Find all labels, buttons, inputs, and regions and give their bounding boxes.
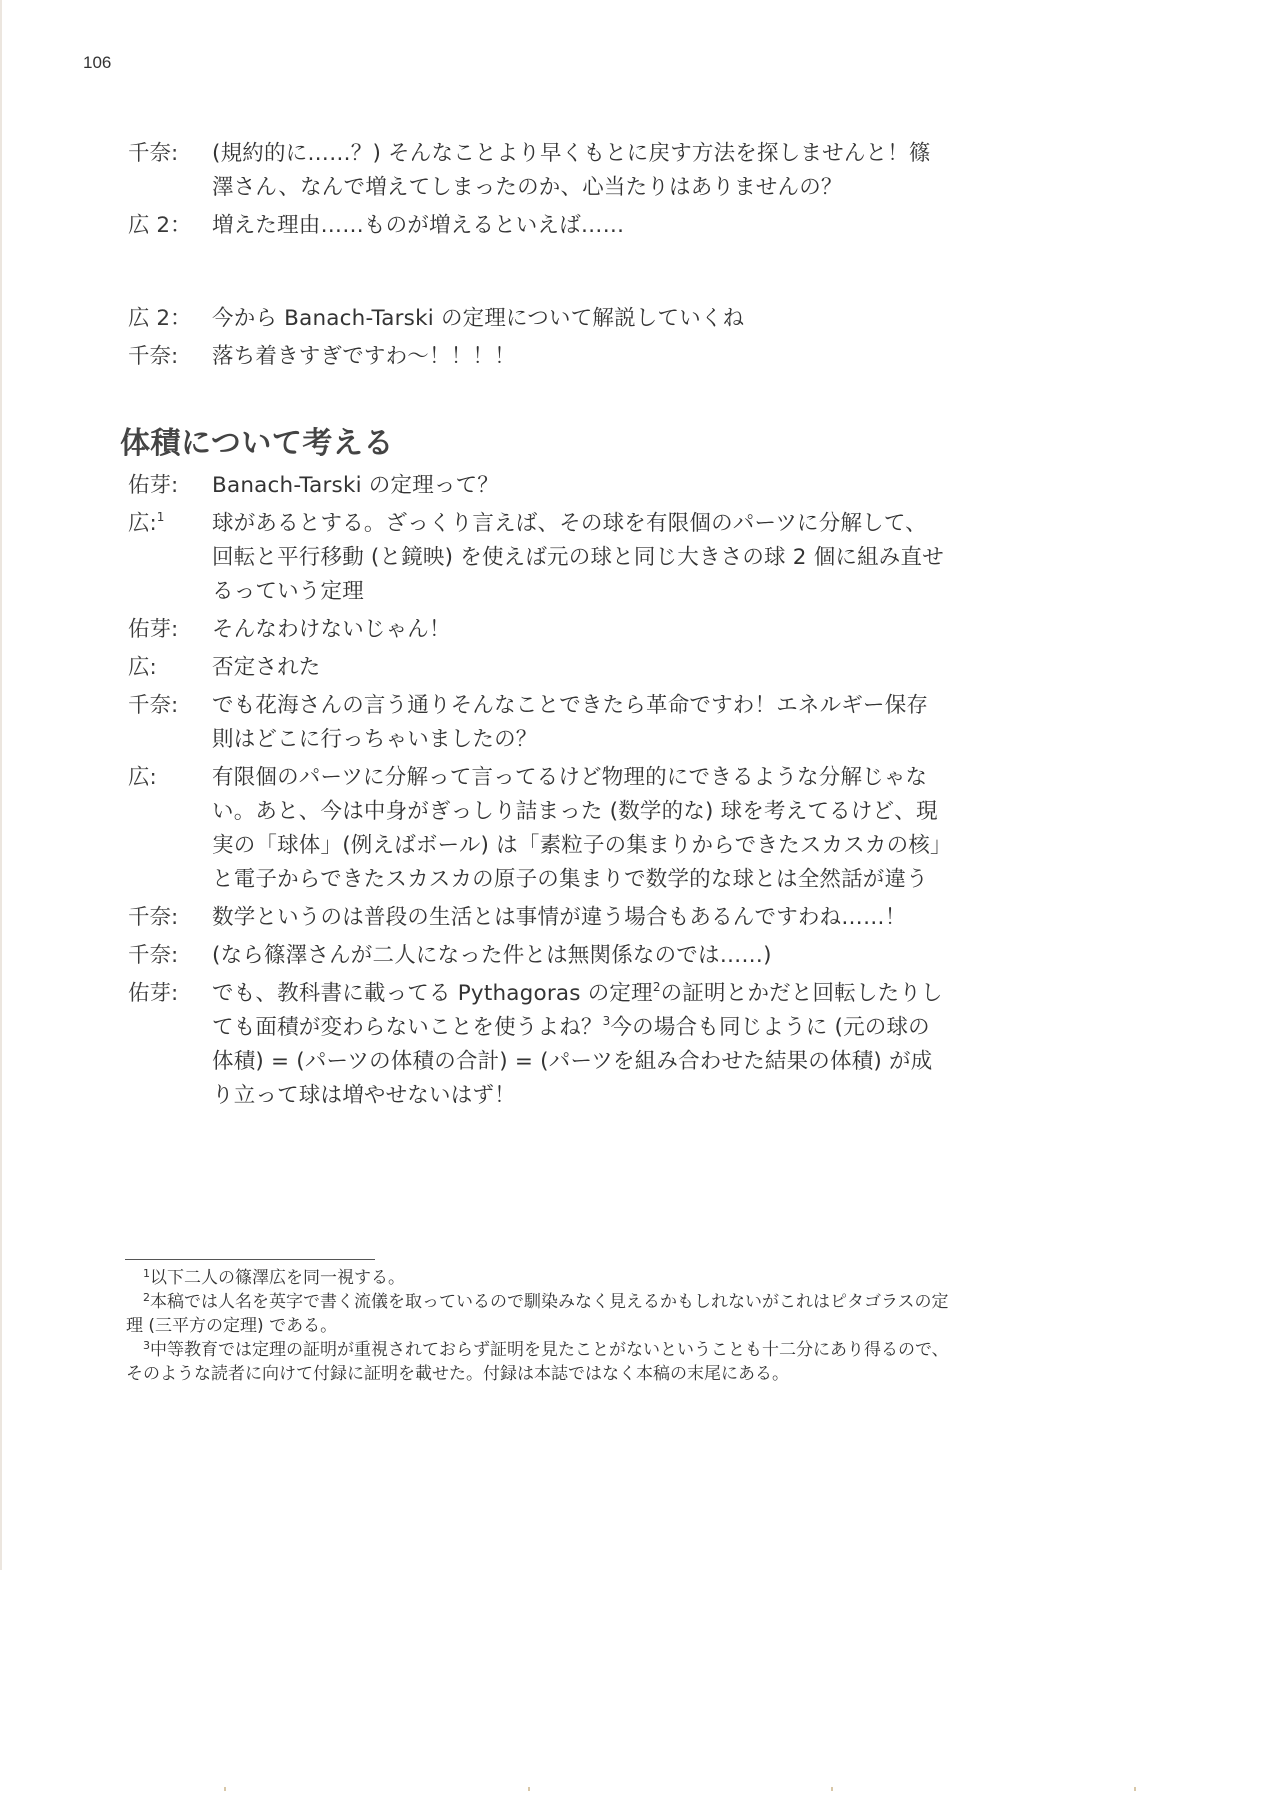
speech-text: Banach-Tarski の定理って？ xyxy=(212,473,500,498)
dialogue-line xyxy=(128,507,948,609)
scan-page-edge xyxy=(0,0,2,1570)
speech-text: 落ち着きすぎですわ～！！！！ xyxy=(212,344,516,369)
speech-text: (なら篠澤さんが二人になった件とは無関係なのでは……) xyxy=(212,943,772,968)
speaker-label: 千奈: xyxy=(128,943,179,968)
footnote-text: 本稿では人名を英字で書く流儀を取っているので馴染みなく見えるかもしれないがこれはピタゴラスの定理 (三平方の定理) である。 xyxy=(126,1292,949,1336)
scan-mark xyxy=(224,1787,226,1791)
speaker-label: 千奈: xyxy=(128,693,179,718)
dialogue-line xyxy=(128,939,948,973)
dialogue-line xyxy=(128,689,948,757)
dialogue-line xyxy=(128,302,948,336)
footnote-text: 以下二人の篠澤広を同一視する。 xyxy=(150,1268,405,1288)
speaker-label: 千奈: xyxy=(128,141,179,166)
scan-mark xyxy=(528,1787,530,1791)
footnote-mark: 1 xyxy=(143,1267,150,1280)
dialogue-line xyxy=(128,977,948,1113)
dialogue-block-mid xyxy=(128,302,948,378)
speaker-label: 千奈: xyxy=(128,905,179,930)
footnote-item xyxy=(126,1290,956,1338)
speech-text: でも花海さんの言う通りそんなことできたら革命ですわ！エネルギー保存則はどこに行っちゃいましたの？ xyxy=(212,693,929,752)
speaker-label: 佑芽: xyxy=(128,617,179,642)
dialogue-block-main xyxy=(128,469,948,1117)
speech-text: 今から Banach-Tarski の定理について解説していくね xyxy=(212,306,745,331)
speaker-label: 広 2： xyxy=(128,306,192,331)
footnote-ref: 2 xyxy=(652,980,661,994)
speech-text-part: 今の場合も同じように (元の球の体積) = (パーツの体積の合計) = (パーツを組み合わせた結果の体積) が成り立って球は増やせないはず！ xyxy=(212,1015,933,1108)
dialogue-line xyxy=(128,761,948,897)
dialogue-line xyxy=(128,651,948,685)
speaker-label: 佑芽: xyxy=(128,473,179,498)
footnote-text: 中等教育では定理の証明が重視されておらず証明を見たことがないということも十二分にあり得るので、そのような読者に向けて付録に証明を載せた。付録は本誌ではなく本稿の末尾にある。 xyxy=(126,1340,949,1384)
section-heading: 体積について考える xyxy=(120,426,394,461)
speaker-label: 千奈: xyxy=(128,344,179,369)
speech-text: (規約的に……？) そんなことより早くもとに戻す方法を探しませんと！篠澤さん、なんで増えてしまったのか、心当たりはありませんの？ xyxy=(212,141,931,200)
speech-text: そんなわけないじゃん！ xyxy=(212,617,451,642)
speech-text: 否定された xyxy=(212,655,321,680)
footnote-mark: 2 xyxy=(143,1291,150,1304)
speaker-label-with-footnote xyxy=(128,507,212,541)
footnote-mark: 3 xyxy=(143,1339,150,1352)
footnote-ref: 3 xyxy=(602,1014,611,1028)
dialogue-line xyxy=(128,137,948,205)
speaker-label: 広: xyxy=(128,765,157,790)
footnote-item xyxy=(126,1266,956,1290)
speech-text-part: でも、教科書に載ってる Pythagoras の定理 xyxy=(212,981,653,1006)
speaker-label: 広: xyxy=(128,655,157,680)
speech-text-with-footnotes xyxy=(212,977,948,1113)
dialogue-line xyxy=(128,209,948,243)
scan-mark xyxy=(831,1787,833,1791)
speech-text: 増えた理由……ものが増えるといえば…… xyxy=(212,213,625,238)
speaker-label: 広: xyxy=(128,511,157,536)
dialogue-block-top xyxy=(128,137,948,247)
footnotes xyxy=(126,1266,956,1386)
speech-text: 有限個のパーツに分解って言ってるけど物理的にできるような分解じゃない。あと、今は中身がぎっしり詰まった (数学的な) 球を考えてるけど、現実の「球体」(例えばボール) は「素粒子の集まりからできたスカスカの核」と電子からできたスカスカの原子の集まりで数学的な球とは全然話が違う xyxy=(212,765,941,892)
speaker-label: 広 2： xyxy=(128,213,192,238)
speech-text: 数学というのは普段の生活とは事情が違う場合もあるんですわね……！ xyxy=(212,905,907,930)
footnote-ref: 1 xyxy=(156,510,165,524)
dialogue-line xyxy=(128,469,948,503)
scan-mark xyxy=(1134,1787,1136,1791)
footnote-divider xyxy=(125,1259,375,1260)
footnote-item xyxy=(126,1338,956,1386)
speech-text-part: の証明とかだと回転したりしても面積が変わらないことを使うよね？ xyxy=(212,981,943,1040)
dialogue-line xyxy=(128,901,948,935)
speaker-label: 佑芽: xyxy=(128,981,179,1006)
speech-text: 球があるとする。ざっくり言えば、その球を有限個のパーツに分解して、回転と平行移動 (と鏡映) を使えば元の球と同じ大きさの球 2 個に組み直せるっていう定理 xyxy=(212,511,944,604)
dialogue-line xyxy=(128,613,948,647)
dialogue-line xyxy=(128,340,948,374)
page-number: 106 xyxy=(83,53,112,72)
